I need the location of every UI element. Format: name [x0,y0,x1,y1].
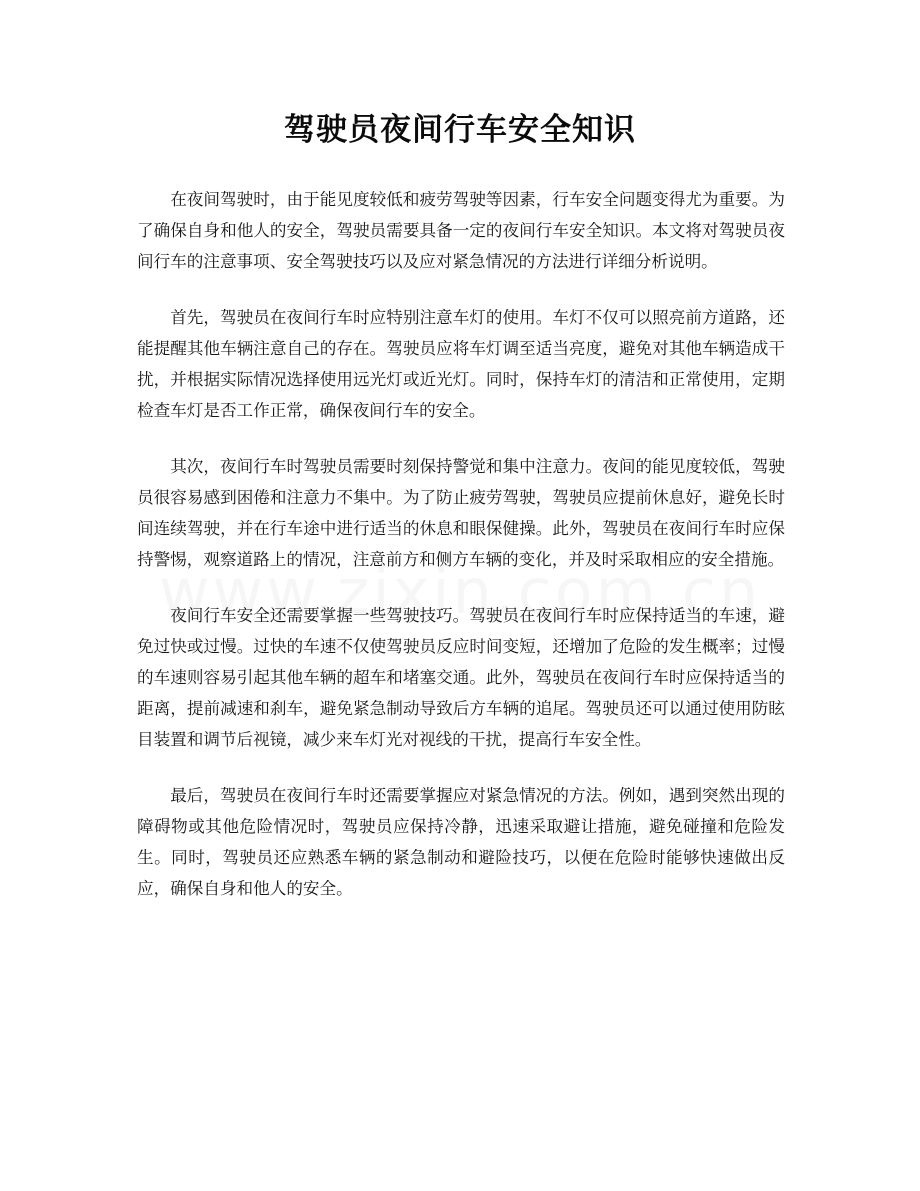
paragraph-headlights: 首先，驾驶员在夜间行车时应特别注意车灯的使用。车灯不仅可以照亮前方道路，还能提醒其他车辆注意自己的存在。驾驶员应将车灯调至适当亮度，避免对其他车辆造成干扰，并根据实际情况选择使用远光灯或近光灯。同时，保持车灯的清洁和正常使用，定期检查车灯是否工作正常，确保夜间行车的安全。 [137,308,785,420]
document-title: 驾驶员夜间行车安全知识 [284,112,636,148]
paragraph-emergency: 最后，驾驶员在夜间行车时还需要掌握应对紧急情况的方法。例如，遇到突然出现的障碍物或其他危险情况时，驾驶员应保持冷静，迅速采取避让措施，避免碰撞和危险发生。同时，驾驶员还应熟悉车辆的紧急制动和避险技巧，以便在危险时能够快速做出反应，确保自身和他人的安全。 [137,786,785,898]
document-body [137,184,785,929]
paragraph-alertness: 其次，夜间行车时驾驶员需要时刻保持警觉和集中注意力。夜间的能见度较低，驾驶员很容易感到困倦和注意力不集中。为了防止疲劳驾驶，驾驶员应提前休息好，避免长时间连续驾驶，并在行车途中进行适当的休息和眼保健操。此外，驾驶员在夜间行车时应保持警惕，观察道路上的情况，注意前方和侧方车辆的变化，并及时采取相应的安全措施。 [137,457,785,569]
paragraph-driving-skills: 夜间行车安全还需要掌握一些驾驶技巧。驾驶员在夜间行车时应保持适当的车速，避免过快或过慢。过快的车速不仅使驾驶员反应时间变短，还增加了危险的发生概率；过慢的车速则容易引起其他车辆的超车和堵塞交通。此外，驾驶员在夜间行车时应保持适当的距离，提前减速和刹车，避免紧急制动导致后方车辆的追尾。驾驶员还可以通过使用防眩目装置和调节后视镜，减少来车灯光对视线的干扰，提高行车安全性。 [137,606,785,749]
paragraph-intro: 在夜间驾驶时，由于能见度较低和疲劳驾驶等因素，行车安全问题变得尤为重要。为了确保自身和他人的安全，驾驶员需要具备一定的夜间行车安全知识。本文将对驾驶员夜间行车的注意事项、安全驾驶技巧以及应对紧急情况的方法进行详细分析说明。 [137,190,785,271]
